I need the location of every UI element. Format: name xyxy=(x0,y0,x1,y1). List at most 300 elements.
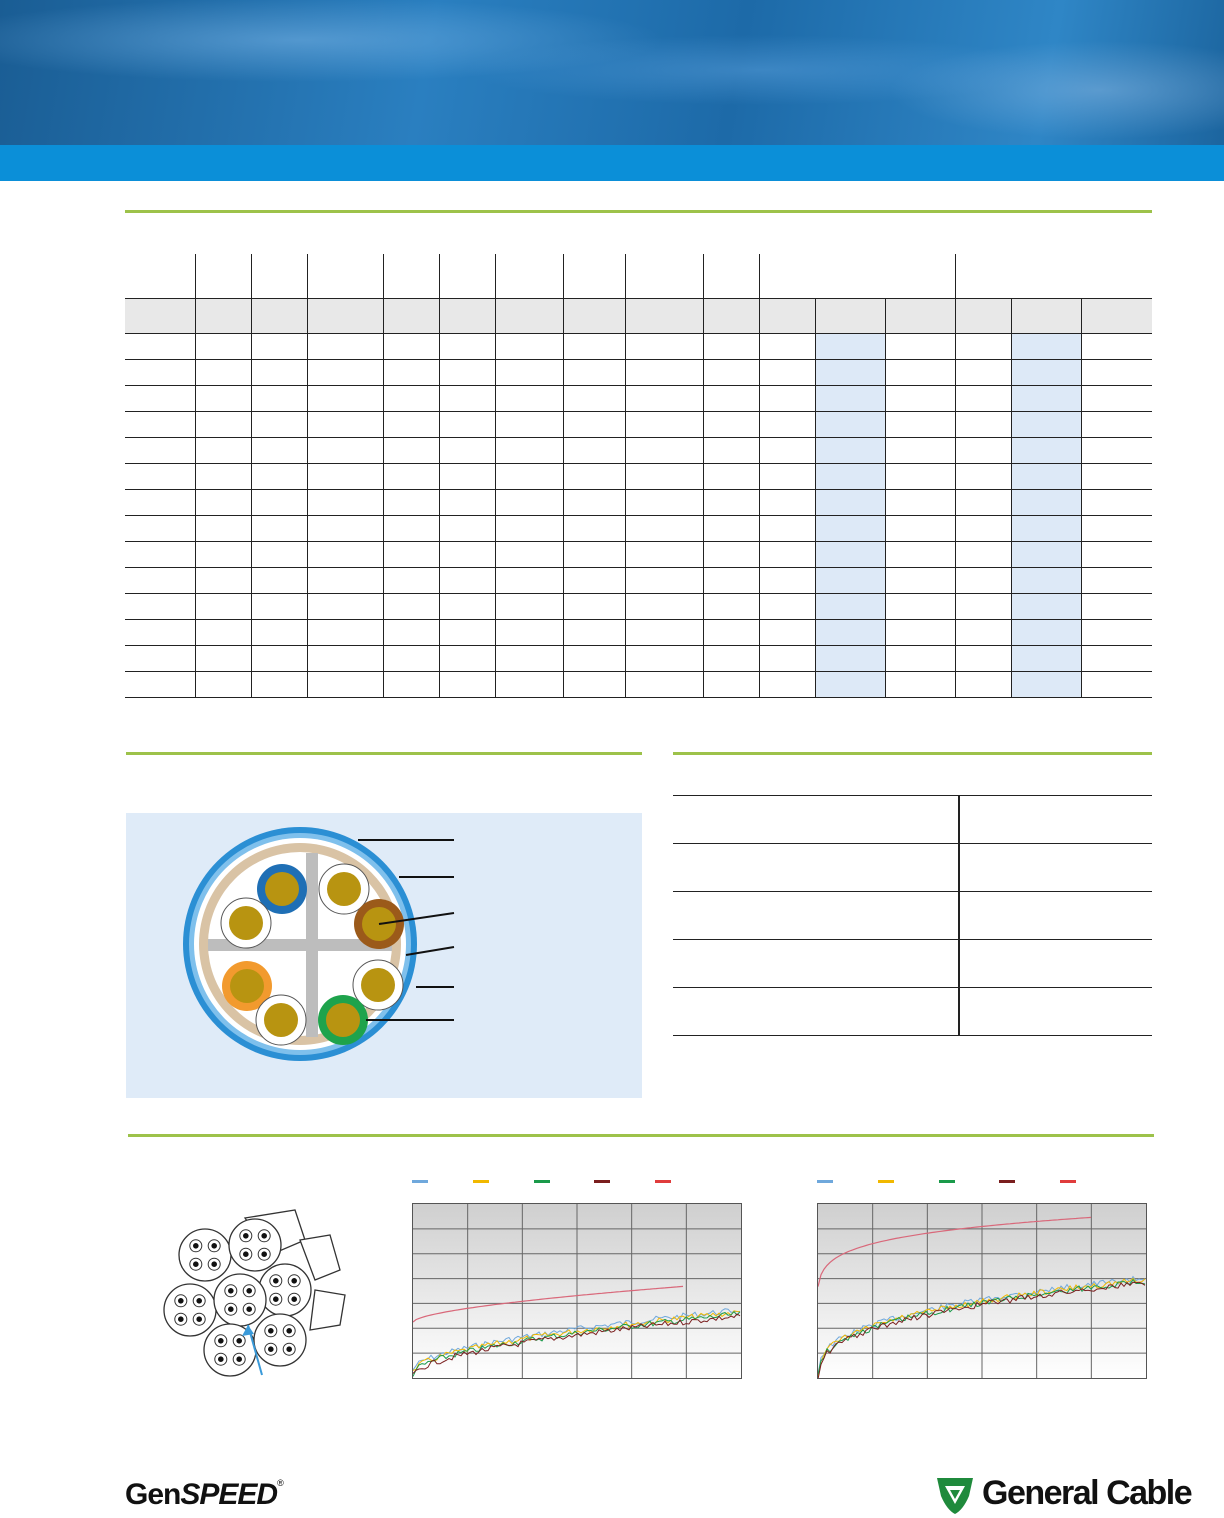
spec-table-cell xyxy=(1011,464,1081,490)
spec-table-cell xyxy=(815,568,885,594)
col-divider xyxy=(955,254,956,298)
spec-table-cell xyxy=(307,386,383,412)
spec-table-cell xyxy=(1011,490,1081,516)
spec-table-cell xyxy=(125,360,195,386)
spec-table-cell xyxy=(955,412,1011,438)
spec-table-body xyxy=(125,334,1152,698)
bundle-conductor xyxy=(218,1356,224,1362)
spec-table-cell xyxy=(125,672,195,698)
conductor-white-1 xyxy=(221,898,271,948)
spec-table-cell xyxy=(1081,620,1152,646)
bundle-conductor xyxy=(193,1243,199,1249)
spec-table-cell xyxy=(439,412,495,438)
spec-table-cell xyxy=(251,620,307,646)
genspeed-logo xyxy=(125,1478,284,1518)
spec-table-cell xyxy=(955,360,1011,386)
bundle-conductor xyxy=(261,1233,267,1239)
spec-table-row xyxy=(125,516,1152,542)
spec-table-cell xyxy=(251,438,307,464)
bundle-conductor xyxy=(193,1261,199,1267)
spec-table-cell xyxy=(495,672,563,698)
spec-table-cell xyxy=(625,490,703,516)
bundle-conductor xyxy=(291,1296,297,1302)
spec-table-cell xyxy=(383,594,439,620)
spec-table-cell xyxy=(495,542,563,568)
col-divider xyxy=(703,299,704,333)
registered-mark: ® xyxy=(277,1478,284,1488)
spec-table-cell xyxy=(815,360,885,386)
spec-table-cell xyxy=(1081,490,1152,516)
spec-table-cell xyxy=(439,672,495,698)
spec-table-cell xyxy=(563,334,625,360)
spec-table-group-header xyxy=(125,254,1152,298)
spec-table-cell xyxy=(495,646,563,672)
spec-table-cell xyxy=(307,646,383,672)
spec-table-cell xyxy=(1011,412,1081,438)
spec-table-cell xyxy=(625,360,703,386)
spec-table-cell xyxy=(563,490,625,516)
bundle-conductor xyxy=(246,1288,252,1294)
col-divider xyxy=(495,299,496,333)
spec-table-cell xyxy=(703,464,759,490)
spec-table-cell xyxy=(885,412,955,438)
general-cable-shield-logo xyxy=(935,1474,975,1516)
spec-table-cell xyxy=(125,386,195,412)
spec-table-cell xyxy=(625,334,703,360)
spec-table-cell xyxy=(703,386,759,412)
spec-table-cell xyxy=(815,464,885,490)
spec-table-cell xyxy=(125,412,195,438)
spec-table-cell xyxy=(495,360,563,386)
spec-table-cell xyxy=(815,646,885,672)
col-divider xyxy=(195,254,196,298)
spec-table-cell xyxy=(251,594,307,620)
col-divider xyxy=(383,254,384,298)
spec-table-cell xyxy=(815,594,885,620)
spec-table-cell xyxy=(251,542,307,568)
spec-table-cell xyxy=(625,464,703,490)
bundle-cable xyxy=(229,1219,281,1271)
spec-table-cell xyxy=(439,516,495,542)
spec-table-cell xyxy=(495,464,563,490)
spec-table-cell xyxy=(703,594,759,620)
spec-table-cell xyxy=(195,386,251,412)
conductor-white-3 xyxy=(256,995,306,1045)
spec-table-cell xyxy=(125,334,195,360)
spec-table-cell xyxy=(815,516,885,542)
bundle-conductor xyxy=(228,1306,234,1312)
spec-table-cell xyxy=(1081,646,1152,672)
spec-table-cell xyxy=(885,516,955,542)
col-divider xyxy=(1011,299,1012,333)
bundle-conductor xyxy=(243,1251,249,1257)
spec-table-cell xyxy=(125,490,195,516)
spec-table-cell xyxy=(383,360,439,386)
spec-table-cell xyxy=(815,672,885,698)
spec-table-cell xyxy=(885,438,955,464)
spec-table-cell xyxy=(625,386,703,412)
spec-table-cell xyxy=(383,438,439,464)
col-divider xyxy=(625,299,626,333)
spec-table-cell xyxy=(563,594,625,620)
spec-table-cell xyxy=(815,334,885,360)
spec-table-cell xyxy=(885,568,955,594)
spec-table-cell xyxy=(439,464,495,490)
spec-table-cell xyxy=(307,620,383,646)
spec-table-cell xyxy=(815,490,885,516)
bundle-conductor xyxy=(261,1251,267,1257)
spec-table-cell xyxy=(307,542,383,568)
spec-table-cell xyxy=(251,516,307,542)
bundle-conductor xyxy=(196,1316,202,1322)
spec-table-cell xyxy=(439,542,495,568)
spec-table-cell xyxy=(815,438,885,464)
general-cable-logo-text: General Cable xyxy=(982,1474,1192,1512)
spec-table-cell xyxy=(439,360,495,386)
spec-table-cell xyxy=(759,646,815,672)
spec-table-header-row xyxy=(125,298,1152,334)
spec-table-cell xyxy=(1081,672,1152,698)
spec-table-cell xyxy=(251,646,307,672)
spec-table-cell xyxy=(307,672,383,698)
bundle-conductor xyxy=(236,1338,242,1344)
spec-table-cell xyxy=(759,386,815,412)
legend-swatch xyxy=(412,1180,428,1183)
spec-table-cell xyxy=(383,620,439,646)
legend-swatch xyxy=(999,1180,1015,1183)
properties-row xyxy=(673,892,1152,940)
spec-table-cell xyxy=(625,594,703,620)
spec-table-cell xyxy=(307,594,383,620)
cable-bundle-diagram xyxy=(150,1200,360,1385)
section-rule-performance xyxy=(128,1134,1154,1137)
spec-table-cell xyxy=(125,646,195,672)
spec-table-cell xyxy=(703,334,759,360)
spec-table-cell xyxy=(625,646,703,672)
spec-table-cell xyxy=(955,646,1011,672)
spec-table-cell xyxy=(885,360,955,386)
bundle-conductor xyxy=(236,1356,242,1362)
col-divider xyxy=(251,299,252,333)
bundle-cable xyxy=(179,1229,231,1281)
spec-table-cell xyxy=(563,464,625,490)
bundle-cable xyxy=(164,1284,216,1336)
spec-table-cell xyxy=(195,412,251,438)
spec-table-cell xyxy=(251,464,307,490)
col-divider xyxy=(307,299,308,333)
col-divider xyxy=(885,299,886,333)
col-divider xyxy=(383,299,384,333)
spec-table-cell xyxy=(439,490,495,516)
spec-table-cell xyxy=(195,438,251,464)
cable-cross-section-diagram xyxy=(126,813,642,1098)
col-divider xyxy=(815,299,816,333)
bundle-conductor xyxy=(218,1338,224,1344)
legend-swatch xyxy=(1060,1180,1076,1183)
spec-table-cell xyxy=(495,412,563,438)
spec-table-cell xyxy=(495,438,563,464)
genspeed-logo-text: Gen xyxy=(125,1478,181,1511)
spec-table-row xyxy=(125,542,1152,568)
spec-table-cell xyxy=(885,386,955,412)
spec-table-cell xyxy=(815,412,885,438)
col-divider xyxy=(195,299,196,333)
col-divider xyxy=(759,299,760,333)
legend-swatch xyxy=(817,1180,833,1183)
spec-table-cell xyxy=(955,438,1011,464)
spec-table-cell xyxy=(125,594,195,620)
spec-table-cell xyxy=(195,594,251,620)
chart2-svg xyxy=(818,1204,1146,1378)
spec-table-cell xyxy=(625,542,703,568)
col-divider xyxy=(251,254,252,298)
spec-table-row xyxy=(125,646,1152,672)
properties-row xyxy=(673,988,1152,1036)
spec-table-cell xyxy=(1081,334,1152,360)
spec-table-cell xyxy=(251,334,307,360)
legend-swatch xyxy=(473,1180,489,1183)
header-blue-band xyxy=(0,145,1224,181)
spec-table-row xyxy=(125,672,1152,698)
bundle-conductor xyxy=(211,1261,217,1267)
bundle-conductor xyxy=(211,1243,217,1249)
legend-swatch xyxy=(939,1180,955,1183)
spec-table-cell xyxy=(1081,594,1152,620)
spec-table-row xyxy=(125,438,1152,464)
col-divider xyxy=(439,254,440,298)
spec-table-cell xyxy=(1011,438,1081,464)
spec-table-cell xyxy=(439,620,495,646)
genspeed-logo-italic: SPEED xyxy=(180,1478,278,1511)
chart-limit-line xyxy=(818,1217,1091,1286)
legend-swatch xyxy=(594,1180,610,1183)
bundle-cable xyxy=(214,1274,266,1326)
spec-table-cell xyxy=(1011,334,1081,360)
spec-table-cell xyxy=(307,360,383,386)
spec-table-cell xyxy=(383,646,439,672)
spec-table-cell xyxy=(307,438,383,464)
col-divider xyxy=(759,254,760,298)
spec-table-cell xyxy=(439,594,495,620)
spec-table-cell xyxy=(625,438,703,464)
section-rule-spec xyxy=(125,210,1152,213)
header-banner-image xyxy=(0,0,1224,145)
spec-table-cell xyxy=(759,542,815,568)
col-divider xyxy=(307,254,308,298)
properties-table xyxy=(673,795,1152,1036)
spec-table-cell xyxy=(703,568,759,594)
spec-table-cell xyxy=(383,334,439,360)
col-divider xyxy=(955,299,956,333)
spec-table-cell xyxy=(759,672,815,698)
spec-table-cell xyxy=(195,334,251,360)
spec-table-cell xyxy=(251,672,307,698)
spec-table-cell xyxy=(955,594,1011,620)
spec-table-cell xyxy=(625,672,703,698)
spec-table-cell xyxy=(815,542,885,568)
spec-table-cell xyxy=(1081,568,1152,594)
properties-row xyxy=(673,940,1152,988)
section-rule-cross-section xyxy=(126,752,642,755)
spec-table-row xyxy=(125,412,1152,438)
spec-table-cell xyxy=(125,568,195,594)
spec-table-cell xyxy=(563,620,625,646)
performance-chart-2 xyxy=(817,1203,1147,1379)
spec-table-cell xyxy=(1081,438,1152,464)
section-rule-properties xyxy=(673,752,1152,755)
spec-table-cell xyxy=(383,386,439,412)
spec-table-cell xyxy=(195,620,251,646)
spec-table-cell xyxy=(759,594,815,620)
spec-table-row xyxy=(125,620,1152,646)
spec-table-cell xyxy=(495,568,563,594)
spec-table-cell xyxy=(955,386,1011,412)
spec-table-cell xyxy=(383,516,439,542)
bundle-conductor xyxy=(273,1278,279,1284)
spec-table-cell xyxy=(955,568,1011,594)
col-divider xyxy=(563,254,564,298)
spec-table-cell xyxy=(563,568,625,594)
col-divider xyxy=(625,254,626,298)
spec-table-cell xyxy=(125,542,195,568)
col-divider xyxy=(439,299,440,333)
spec-table-cell xyxy=(439,334,495,360)
spec-table-cell xyxy=(703,672,759,698)
spec-table-cell xyxy=(885,646,955,672)
spec-table-cell xyxy=(563,672,625,698)
spec-table-cell xyxy=(195,490,251,516)
spec-table-cell xyxy=(625,412,703,438)
spec-table-cell xyxy=(195,646,251,672)
conductor-green xyxy=(318,995,368,1045)
spec-table-cell xyxy=(563,438,625,464)
spec-table-cell xyxy=(885,594,955,620)
spec-table-cell xyxy=(703,516,759,542)
spec-table-cell xyxy=(495,386,563,412)
spec-table-cell xyxy=(759,334,815,360)
bundle-conductor xyxy=(286,1346,292,1352)
properties-row xyxy=(673,796,1152,844)
spec-table-cell xyxy=(383,542,439,568)
spec-table-cell xyxy=(759,438,815,464)
spec-table-cell xyxy=(1011,386,1081,412)
bundle-conductor xyxy=(178,1298,184,1304)
spec-table-cell xyxy=(1011,360,1081,386)
col-divider xyxy=(703,254,704,298)
spec-table-cell xyxy=(495,594,563,620)
spec-table-cell xyxy=(495,334,563,360)
spec-table-cell xyxy=(1011,620,1081,646)
spec-table-cell xyxy=(955,334,1011,360)
spec-table-cell xyxy=(1081,386,1152,412)
legend-swatch xyxy=(534,1180,550,1183)
spec-table-cell xyxy=(383,412,439,438)
spec-table-cell xyxy=(955,672,1011,698)
spec-table-cell xyxy=(563,360,625,386)
bundle-conductor xyxy=(273,1296,279,1302)
spec-table-cell xyxy=(251,360,307,386)
col-divider xyxy=(563,299,564,333)
spec-table-cell xyxy=(439,646,495,672)
cross-section-panel xyxy=(126,813,642,1098)
spec-table-row xyxy=(125,360,1152,386)
spec-table-cell xyxy=(1011,672,1081,698)
spec-table-cell xyxy=(1081,464,1152,490)
spec-table-cell xyxy=(251,386,307,412)
spec-table-row xyxy=(125,334,1152,360)
spec-table-cell xyxy=(495,620,563,646)
spec-table-cell xyxy=(125,516,195,542)
spec-table-cell xyxy=(759,620,815,646)
spec-table-cell xyxy=(955,490,1011,516)
spec-table-row xyxy=(125,568,1152,594)
spec-table-cell xyxy=(1081,360,1152,386)
bundle-conductor xyxy=(246,1306,252,1312)
spec-table-cell xyxy=(1011,542,1081,568)
spec-table-row xyxy=(125,464,1152,490)
spec-table-cell xyxy=(1011,646,1081,672)
spec-table-cell xyxy=(195,516,251,542)
chart-limit-line xyxy=(413,1286,683,1322)
spec-table-cell xyxy=(703,646,759,672)
spec-table-cell xyxy=(563,516,625,542)
chart1-svg xyxy=(413,1204,741,1378)
spec-table xyxy=(125,334,1152,698)
spec-table-cell xyxy=(251,490,307,516)
spec-table-cell xyxy=(195,542,251,568)
spec-table-cell xyxy=(625,620,703,646)
spec-table-cell xyxy=(703,360,759,386)
spec-table-cell xyxy=(703,412,759,438)
spec-table-cell xyxy=(625,568,703,594)
spec-table-cell xyxy=(703,490,759,516)
spec-table-cell xyxy=(703,542,759,568)
legend-swatch xyxy=(878,1180,894,1183)
performance-chart-1 xyxy=(412,1203,742,1379)
bundle-cable xyxy=(259,1264,311,1316)
spec-table-cell xyxy=(383,490,439,516)
spec-table-cell xyxy=(195,464,251,490)
spec-table-cell xyxy=(251,568,307,594)
spec-table-cell xyxy=(759,516,815,542)
spec-table-cell xyxy=(563,412,625,438)
spec-table-cell xyxy=(383,672,439,698)
spec-table-cell xyxy=(439,568,495,594)
spec-table-cell xyxy=(955,542,1011,568)
spec-table-cell xyxy=(439,386,495,412)
spec-table-cell xyxy=(307,490,383,516)
spec-table-cell xyxy=(1011,516,1081,542)
spec-table-cell xyxy=(307,464,383,490)
spec-table-cell xyxy=(955,620,1011,646)
spec-table-cell xyxy=(125,464,195,490)
spec-table-cell xyxy=(251,412,307,438)
spec-table-cell xyxy=(307,516,383,542)
spec-table-cell xyxy=(195,672,251,698)
spec-table-cell xyxy=(885,334,955,360)
spec-table-cell xyxy=(307,412,383,438)
chart1-legend xyxy=(412,1180,742,1186)
bundle-conductor xyxy=(291,1278,297,1284)
spec-table-cell xyxy=(885,542,955,568)
spec-table-cell xyxy=(815,620,885,646)
spec-table-cell xyxy=(307,568,383,594)
spec-table-cell xyxy=(1081,516,1152,542)
spec-table-cell xyxy=(125,620,195,646)
spec-table-cell xyxy=(1081,412,1152,438)
properties-row xyxy=(673,844,1152,892)
bundle-conductor xyxy=(228,1288,234,1294)
